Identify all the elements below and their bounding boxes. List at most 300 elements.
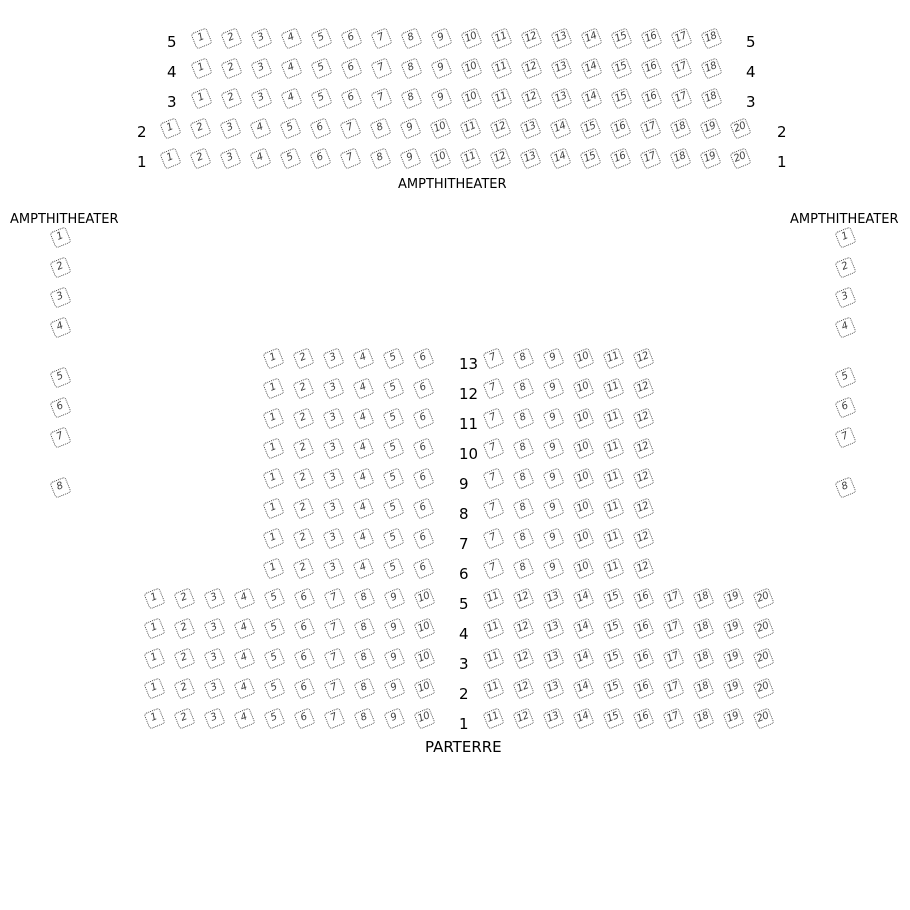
seat-amphitheater[interactable]	[219, 117, 241, 139]
seat-parterre[interactable]	[173, 677, 195, 699]
seat-amphitheater[interactable]	[609, 117, 631, 139]
seat-parterre[interactable]	[482, 467, 504, 489]
seat-amphitheater[interactable]	[580, 27, 602, 49]
seat-parterre[interactable]	[383, 617, 405, 639]
seat-amphitheater[interactable]	[250, 57, 272, 79]
seat-parterre[interactable]	[482, 647, 504, 669]
seat-amphitheater[interactable]	[489, 117, 511, 139]
seat-amphitheater[interactable]	[490, 27, 512, 49]
seat-parterre[interactable]	[383, 587, 405, 609]
seat-amphitheater[interactable]	[549, 147, 571, 169]
seat-parterre[interactable]	[383, 647, 405, 669]
seat-parterre[interactable]	[413, 707, 435, 729]
seat-parterre[interactable]	[293, 647, 315, 669]
seat-amphitheater[interactable]	[340, 57, 362, 79]
seat-parterre[interactable]	[292, 557, 314, 579]
seat-parterre[interactable]	[542, 467, 564, 489]
seat-parterre[interactable]	[602, 497, 624, 519]
seat-parterre[interactable]	[542, 377, 564, 399]
seat-side-right[interactable]	[834, 426, 856, 448]
seat-parterre[interactable]	[293, 677, 315, 699]
seat-parterre[interactable]	[292, 377, 314, 399]
seat-parterre[interactable]	[692, 617, 714, 639]
seat-parterre[interactable]	[412, 467, 434, 489]
seat-parterre[interactable]	[322, 557, 344, 579]
seat-amphitheater[interactable]	[490, 87, 512, 109]
seat-side-right[interactable]	[834, 316, 856, 338]
seat-parterre[interactable]	[293, 617, 315, 639]
seat-amphitheater[interactable]	[430, 87, 452, 109]
seat-amphitheater[interactable]	[609, 147, 631, 169]
seat-amphitheater[interactable]	[640, 87, 662, 109]
seat-parterre[interactable]	[602, 527, 624, 549]
seat-parterre[interactable]	[572, 407, 594, 429]
seat-parterre[interactable]	[293, 587, 315, 609]
seat-parterre[interactable]	[412, 437, 434, 459]
seat-parterre[interactable]	[602, 347, 624, 369]
seat-amphitheater[interactable]	[429, 147, 451, 169]
seat-amphitheater[interactable]	[400, 87, 422, 109]
seat-amphitheater[interactable]	[369, 117, 391, 139]
seat-amphitheater[interactable]	[310, 27, 332, 49]
seat-parterre[interactable]	[352, 377, 374, 399]
seat-parterre[interactable]	[602, 557, 624, 579]
seat-amphitheater[interactable]	[430, 57, 452, 79]
seat-parterre[interactable]	[322, 347, 344, 369]
seat-parterre[interactable]	[413, 677, 435, 699]
seat-amphitheater[interactable]	[729, 147, 751, 169]
seat-parterre[interactable]	[352, 437, 374, 459]
seat-parterre[interactable]	[233, 707, 255, 729]
seat-parterre[interactable]	[173, 707, 195, 729]
seat-amphitheater[interactable]	[400, 57, 422, 79]
seat-parterre[interactable]	[292, 437, 314, 459]
seat-parterre[interactable]	[542, 437, 564, 459]
seat-amphitheater[interactable]	[339, 147, 361, 169]
seat-parterre[interactable]	[572, 527, 594, 549]
seat-parterre[interactable]	[322, 467, 344, 489]
seat-parterre[interactable]	[143, 647, 165, 669]
seat-parterre[interactable]	[632, 467, 654, 489]
seat-parterre[interactable]	[602, 677, 624, 699]
seat-parterre[interactable]	[512, 377, 534, 399]
seat-parterre[interactable]	[512, 527, 534, 549]
seat-parterre[interactable]	[632, 617, 654, 639]
seat-parterre[interactable]	[512, 437, 534, 459]
seat-parterre[interactable]	[323, 707, 345, 729]
seat-parterre[interactable]	[382, 467, 404, 489]
seat-parterre[interactable]	[722, 647, 744, 669]
seat-parterre[interactable]	[262, 407, 284, 429]
seat-parterre[interactable]	[482, 377, 504, 399]
seat-parterre[interactable]	[542, 677, 564, 699]
seat-amphitheater[interactable]	[549, 117, 571, 139]
seat-amphitheater[interactable]	[220, 57, 242, 79]
seat-parterre[interactable]	[262, 497, 284, 519]
seat-amphitheater[interactable]	[309, 117, 331, 139]
seat-amphitheater[interactable]	[219, 147, 241, 169]
seat-parterre[interactable]	[632, 527, 654, 549]
seat-amphitheater[interactable]	[249, 117, 271, 139]
seat-amphitheater[interactable]	[579, 117, 601, 139]
seat-parterre[interactable]	[412, 527, 434, 549]
seat-amphitheater[interactable]	[550, 57, 572, 79]
seat-parterre[interactable]	[632, 587, 654, 609]
seat-amphitheater[interactable]	[159, 117, 181, 139]
seat-amphitheater[interactable]	[550, 27, 572, 49]
seat-amphitheater[interactable]	[520, 87, 542, 109]
seat-amphitheater[interactable]	[280, 57, 302, 79]
seat-parterre[interactable]	[572, 377, 594, 399]
seat-parterre[interactable]	[662, 647, 684, 669]
seat-parterre[interactable]	[602, 707, 624, 729]
seat-amphitheater[interactable]	[580, 87, 602, 109]
seat-amphitheater[interactable]	[639, 117, 661, 139]
seat-amphitheater[interactable]	[610, 27, 632, 49]
seat-amphitheater[interactable]	[669, 147, 691, 169]
seat-parterre[interactable]	[692, 647, 714, 669]
seat-amphitheater[interactable]	[729, 117, 751, 139]
seat-parterre[interactable]	[572, 497, 594, 519]
seat-parterre[interactable]	[352, 497, 374, 519]
seat-parterre[interactable]	[353, 677, 375, 699]
seat-parterre[interactable]	[322, 437, 344, 459]
seat-amphitheater[interactable]	[159, 147, 181, 169]
seat-amphitheater[interactable]	[610, 57, 632, 79]
seat-parterre[interactable]	[692, 677, 714, 699]
seat-side-left[interactable]	[49, 316, 71, 338]
seat-parterre[interactable]	[292, 347, 314, 369]
seat-amphitheater[interactable]	[249, 147, 271, 169]
seat-amphitheater[interactable]	[490, 57, 512, 79]
seat-amphitheater[interactable]	[550, 87, 572, 109]
seat-parterre[interactable]	[383, 707, 405, 729]
seat-amphitheater[interactable]	[580, 57, 602, 79]
seat-parterre[interactable]	[143, 677, 165, 699]
seat-amphitheater[interactable]	[459, 147, 481, 169]
seat-parterre[interactable]	[382, 527, 404, 549]
seat-parterre[interactable]	[233, 677, 255, 699]
seat-parterre[interactable]	[382, 377, 404, 399]
seat-parterre[interactable]	[323, 647, 345, 669]
seat-parterre[interactable]	[262, 557, 284, 579]
seat-parterre[interactable]	[572, 347, 594, 369]
seat-parterre[interactable]	[203, 647, 225, 669]
seat-amphitheater[interactable]	[639, 147, 661, 169]
seat-parterre[interactable]	[542, 557, 564, 579]
seat-amphitheater[interactable]	[279, 117, 301, 139]
seat-parterre[interactable]	[262, 377, 284, 399]
seat-parterre[interactable]	[382, 557, 404, 579]
seat-parterre[interactable]	[542, 407, 564, 429]
seat-parterre[interactable]	[722, 677, 744, 699]
seat-parterre[interactable]	[322, 407, 344, 429]
seat-parterre[interactable]	[752, 647, 774, 669]
seat-parterre[interactable]	[692, 707, 714, 729]
seat-parterre[interactable]	[632, 407, 654, 429]
seat-parterre[interactable]	[413, 647, 435, 669]
seat-parterre[interactable]	[572, 557, 594, 579]
seat-amphitheater[interactable]	[310, 87, 332, 109]
seat-parterre[interactable]	[632, 347, 654, 369]
seat-parterre[interactable]	[542, 527, 564, 549]
seat-amphitheater[interactable]	[460, 87, 482, 109]
seat-amphitheater[interactable]	[189, 117, 211, 139]
seat-parterre[interactable]	[512, 617, 534, 639]
seat-parterre[interactable]	[413, 587, 435, 609]
seat-parterre[interactable]	[482, 617, 504, 639]
seat-parterre[interactable]	[512, 707, 534, 729]
seat-parterre[interactable]	[662, 677, 684, 699]
seat-parterre[interactable]	[752, 707, 774, 729]
seat-parterre[interactable]	[662, 587, 684, 609]
seat-parterre[interactable]	[572, 467, 594, 489]
seat-side-left[interactable]	[49, 476, 71, 498]
seat-parterre[interactable]	[572, 647, 594, 669]
seat-parterre[interactable]	[382, 407, 404, 429]
seat-amphitheater[interactable]	[700, 87, 722, 109]
seat-parterre[interactable]	[352, 407, 374, 429]
seat-amphitheater[interactable]	[669, 117, 691, 139]
seat-parterre[interactable]	[632, 707, 654, 729]
seat-parterre[interactable]	[413, 617, 435, 639]
seat-amphitheater[interactable]	[250, 27, 272, 49]
seat-parterre[interactable]	[572, 587, 594, 609]
seat-parterre[interactable]	[352, 557, 374, 579]
seat-parterre[interactable]	[512, 347, 534, 369]
seat-side-right[interactable]	[834, 366, 856, 388]
seat-amphitheater[interactable]	[190, 87, 212, 109]
seat-parterre[interactable]	[143, 707, 165, 729]
seat-parterre[interactable]	[512, 467, 534, 489]
seat-side-right[interactable]	[834, 226, 856, 248]
seat-amphitheater[interactable]	[700, 27, 722, 49]
seat-parterre[interactable]	[412, 347, 434, 369]
seat-amphitheater[interactable]	[430, 27, 452, 49]
seat-amphitheater[interactable]	[699, 147, 721, 169]
seat-parterre[interactable]	[572, 437, 594, 459]
seat-parterre[interactable]	[262, 467, 284, 489]
seat-amphitheater[interactable]	[220, 27, 242, 49]
seat-parterre[interactable]	[662, 617, 684, 639]
seat-parterre[interactable]	[292, 467, 314, 489]
seat-amphitheater[interactable]	[520, 27, 542, 49]
seat-parterre[interactable]	[233, 587, 255, 609]
seat-parterre[interactable]	[263, 647, 285, 669]
seat-parterre[interactable]	[263, 617, 285, 639]
seat-parterre[interactable]	[173, 617, 195, 639]
seat-parterre[interactable]	[353, 617, 375, 639]
seat-amphitheater[interactable]	[610, 87, 632, 109]
seat-parterre[interactable]	[352, 527, 374, 549]
seat-parterre[interactable]	[352, 347, 374, 369]
seat-amphitheater[interactable]	[400, 27, 422, 49]
seat-amphitheater[interactable]	[340, 27, 362, 49]
seat-side-right[interactable]	[834, 476, 856, 498]
seat-parterre[interactable]	[632, 677, 654, 699]
seat-parterre[interactable]	[143, 587, 165, 609]
seat-amphitheater[interactable]	[520, 57, 542, 79]
seat-amphitheater[interactable]	[309, 147, 331, 169]
seat-side-left[interactable]	[49, 256, 71, 278]
seat-parterre[interactable]	[482, 497, 504, 519]
seat-parterre[interactable]	[482, 707, 504, 729]
seat-side-right[interactable]	[834, 286, 856, 308]
seat-parterre[interactable]	[173, 587, 195, 609]
seat-parterre[interactable]	[203, 707, 225, 729]
seat-amphitheater[interactable]	[670, 57, 692, 79]
seat-parterre[interactable]	[542, 647, 564, 669]
seat-parterre[interactable]	[233, 647, 255, 669]
seat-parterre[interactable]	[572, 707, 594, 729]
seat-parterre[interactable]	[632, 377, 654, 399]
seat-parterre[interactable]	[203, 677, 225, 699]
seat-parterre[interactable]	[482, 677, 504, 699]
seat-parterre[interactable]	[482, 437, 504, 459]
seat-parterre[interactable]	[412, 407, 434, 429]
seat-amphitheater[interactable]	[370, 27, 392, 49]
seat-parterre[interactable]	[632, 437, 654, 459]
seat-amphitheater[interactable]	[399, 117, 421, 139]
seat-parterre[interactable]	[722, 587, 744, 609]
seat-parterre[interactable]	[292, 527, 314, 549]
seat-amphitheater[interactable]	[340, 87, 362, 109]
seat-side-left[interactable]	[49, 366, 71, 388]
seat-parterre[interactable]	[482, 407, 504, 429]
seat-amphitheater[interactable]	[670, 27, 692, 49]
seat-parterre[interactable]	[353, 587, 375, 609]
seat-parterre[interactable]	[752, 677, 774, 699]
seat-amphitheater[interactable]	[699, 117, 721, 139]
seat-parterre[interactable]	[482, 587, 504, 609]
seat-parterre[interactable]	[542, 497, 564, 519]
seat-parterre[interactable]	[323, 617, 345, 639]
seat-parterre[interactable]	[383, 677, 405, 699]
seat-amphitheater[interactable]	[250, 87, 272, 109]
seat-amphitheater[interactable]	[700, 57, 722, 79]
seat-side-left[interactable]	[49, 226, 71, 248]
seat-parterre[interactable]	[602, 467, 624, 489]
seat-parterre[interactable]	[602, 437, 624, 459]
seat-amphitheater[interactable]	[579, 147, 601, 169]
seat-amphitheater[interactable]	[279, 147, 301, 169]
seat-side-left[interactable]	[49, 426, 71, 448]
seat-amphitheater[interactable]	[189, 147, 211, 169]
seat-parterre[interactable]	[482, 527, 504, 549]
seat-parterre[interactable]	[602, 377, 624, 399]
seat-parterre[interactable]	[512, 497, 534, 519]
seat-parterre[interactable]	[632, 557, 654, 579]
seat-parterre[interactable]	[143, 617, 165, 639]
seat-amphitheater[interactable]	[370, 57, 392, 79]
seat-amphitheater[interactable]	[519, 147, 541, 169]
seat-amphitheater[interactable]	[369, 147, 391, 169]
seat-parterre[interactable]	[632, 647, 654, 669]
seat-parterre[interactable]	[542, 587, 564, 609]
seat-parterre[interactable]	[602, 407, 624, 429]
seat-parterre[interactable]	[323, 587, 345, 609]
seat-parterre[interactable]	[262, 437, 284, 459]
seat-side-right[interactable]	[834, 396, 856, 418]
seat-parterre[interactable]	[322, 377, 344, 399]
seat-side-left[interactable]	[49, 396, 71, 418]
seat-amphitheater[interactable]	[640, 57, 662, 79]
seat-parterre[interactable]	[752, 587, 774, 609]
seat-parterre[interactable]	[412, 557, 434, 579]
seat-parterre[interactable]	[292, 497, 314, 519]
seat-parterre[interactable]	[173, 647, 195, 669]
seat-parterre[interactable]	[512, 407, 534, 429]
seat-amphitheater[interactable]	[310, 57, 332, 79]
seat-parterre[interactable]	[382, 437, 404, 459]
seat-parterre[interactable]	[353, 707, 375, 729]
seat-parterre[interactable]	[412, 377, 434, 399]
seat-amphitheater[interactable]	[370, 87, 392, 109]
seat-parterre[interactable]	[292, 407, 314, 429]
seat-parterre[interactable]	[203, 587, 225, 609]
seat-parterre[interactable]	[412, 497, 434, 519]
seat-parterre[interactable]	[262, 527, 284, 549]
seat-parterre[interactable]	[602, 587, 624, 609]
seat-parterre[interactable]	[722, 617, 744, 639]
seat-parterre[interactable]	[542, 707, 564, 729]
seat-parterre[interactable]	[512, 677, 534, 699]
seat-parterre[interactable]	[512, 557, 534, 579]
seat-parterre[interactable]	[353, 647, 375, 669]
seat-parterre[interactable]	[233, 617, 255, 639]
seat-amphitheater[interactable]	[459, 117, 481, 139]
seat-parterre[interactable]	[263, 587, 285, 609]
seat-parterre[interactable]	[542, 347, 564, 369]
seat-parterre[interactable]	[572, 677, 594, 699]
seat-parterre[interactable]	[572, 617, 594, 639]
seat-amphitheater[interactable]	[339, 117, 361, 139]
seat-side-right[interactable]	[834, 256, 856, 278]
seat-amphitheater[interactable]	[489, 147, 511, 169]
seat-amphitheater[interactable]	[280, 27, 302, 49]
seat-parterre[interactable]	[482, 557, 504, 579]
seat-parterre[interactable]	[382, 497, 404, 519]
seat-parterre[interactable]	[262, 347, 284, 369]
seat-parterre[interactable]	[352, 467, 374, 489]
seat-amphitheater[interactable]	[190, 27, 212, 49]
seat-parterre[interactable]	[602, 647, 624, 669]
seat-parterre[interactable]	[263, 707, 285, 729]
seat-parterre[interactable]	[722, 707, 744, 729]
seat-parterre[interactable]	[323, 677, 345, 699]
seat-parterre[interactable]	[512, 647, 534, 669]
seat-amphitheater[interactable]	[190, 57, 212, 79]
seat-amphitheater[interactable]	[460, 27, 482, 49]
seat-parterre[interactable]	[203, 617, 225, 639]
seat-amphitheater[interactable]	[670, 87, 692, 109]
seat-parterre[interactable]	[512, 587, 534, 609]
seat-amphitheater[interactable]	[460, 57, 482, 79]
seat-amphitheater[interactable]	[640, 27, 662, 49]
seat-parterre[interactable]	[752, 617, 774, 639]
seat-parterre[interactable]	[542, 617, 564, 639]
seat-amphitheater[interactable]	[429, 117, 451, 139]
seat-parterre[interactable]	[692, 587, 714, 609]
seat-parterre[interactable]	[632, 497, 654, 519]
seat-amphitheater[interactable]	[220, 87, 242, 109]
seat-parterre[interactable]	[322, 527, 344, 549]
seat-amphitheater[interactable]	[280, 87, 302, 109]
seat-parterre[interactable]	[662, 707, 684, 729]
seat-amphitheater[interactable]	[519, 117, 541, 139]
seat-parterre[interactable]	[263, 677, 285, 699]
seat-side-left[interactable]	[49, 286, 71, 308]
